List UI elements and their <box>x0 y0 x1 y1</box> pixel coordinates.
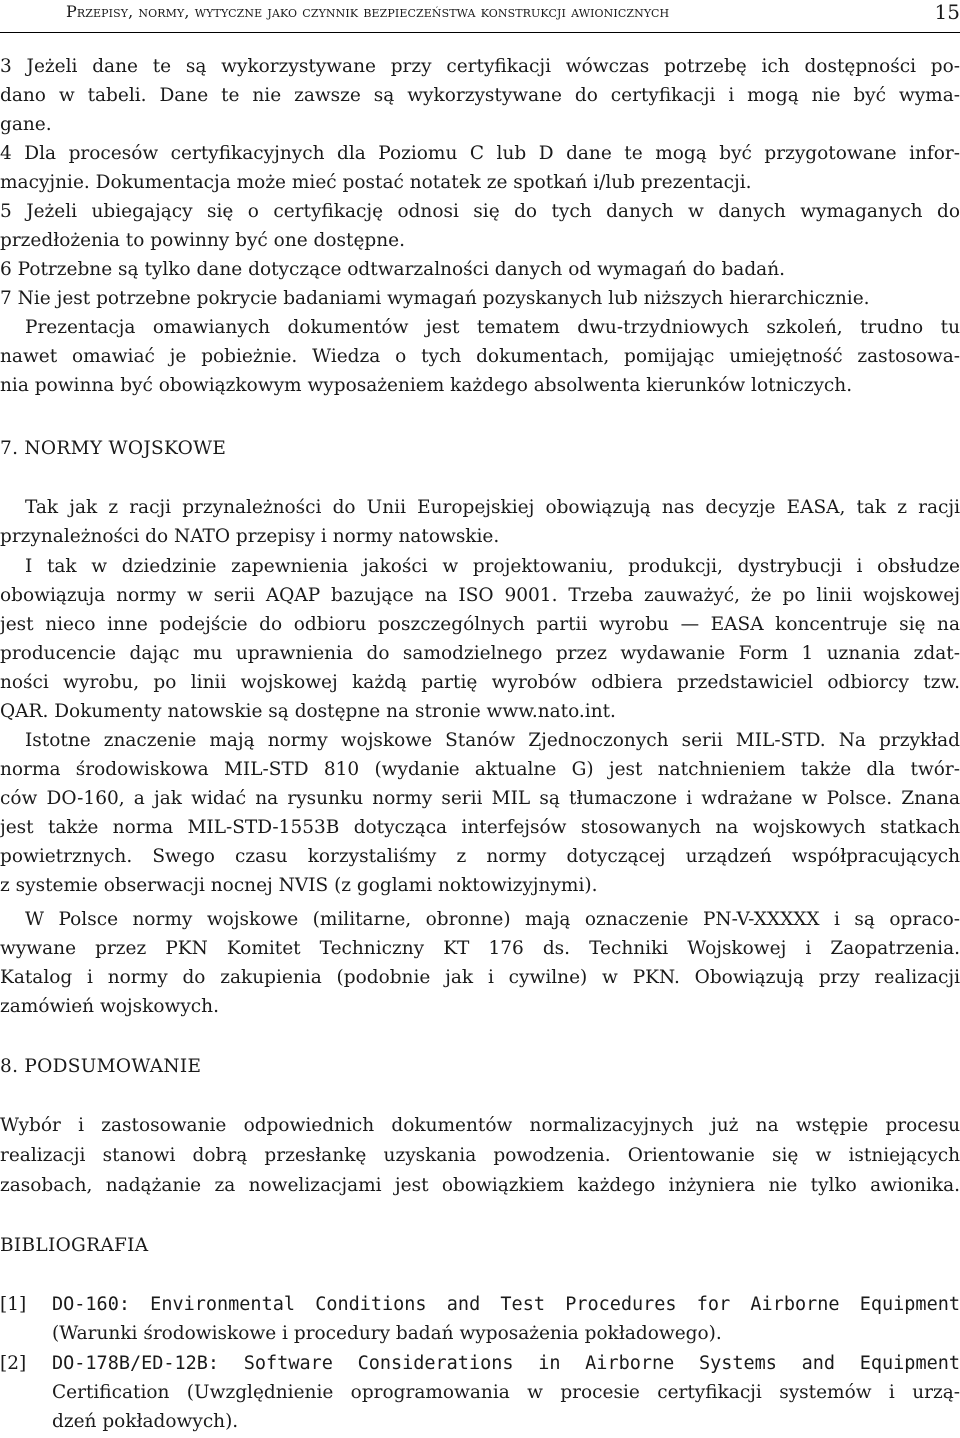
paragraph-line: norma środowiskowa MIL-STD 810 (wydanie aktualne G) jest natchnieniem także dla twór- <box>0 759 960 780</box>
paragraph-line: ności wyrobu, po linii wojskowej każdą partię wyrobów odbiera przedstawiciel odbiorcy tzw. <box>0 672 960 693</box>
note-7: 7 Nie jest potrzebne pokrycie badaniami wymagań pozyskanych lub niższych hierarchicznie. <box>0 288 870 309</box>
paragraph-line: powietrznych. Swego czasu korzystaliśmy z normy dotyczącej urządzeń współpracujących <box>0 846 960 867</box>
note-5-line-1: 5 Jeżeli ubiegający się o certyfikację odnosi się do tych danych w danych wymaganych do <box>0 201 960 222</box>
note-4-line-2: macyjnie. Dokumentacja może mieć postać notatek ze spotkań i/lub prezentacji. <box>0 172 752 193</box>
reference-2-translation: Certification (Uwzględnienie oprogramowania w procesie certyfikacji systemów i urzą- <box>52 1382 960 1403</box>
reference-number: [1] <box>0 1294 27 1315</box>
header-title: Przepisy, normy, wytyczne jako czynnik bezpieczeństwa konstrukcji awionicznych <box>66 2 670 21</box>
paragraph-line: Istotne znaczenie mają normy wojskowe Stanów Zjednoczonych serii MIL-STD. Na przykład <box>25 730 960 751</box>
paragraph-line: zasobach, nadążanie za nowelizacjami jest obowiązkiem każdego inżyniera nie tylko awionika. <box>0 1175 960 1196</box>
paragraph-line: I tak w dziedzinie zapewnienia jakości w projektowaniu, produkcji, dystrybucji i obsłudze <box>25 556 960 577</box>
paragraph-line: Tak jak z racji przynależności do Unii Europejskiej obowiązują nas decyzje EASA, tak z racji <box>25 497 960 518</box>
running-header <box>0 0 960 33</box>
paragraph-line: z systemie obserwacji nocnej NVIS (z goglami noktowizyjnymi). <box>0 875 598 896</box>
reference-2-title: DO-178B/ED-12B: Software Considerations in Airborne Systems and Equipment <box>52 1353 960 1374</box>
note-4-line-1: 4 Dla procesów certyfikacyjnych dla Poziomu C lub D dane te mogą być przygotowane infor- <box>0 143 960 164</box>
paragraph-line: realizacji stanowi dobrą przesłankę uzyskania powodzenia. Orientowanie się w istniejących <box>0 1145 960 1166</box>
section-heading-8: 8. PODSUMOWANIE <box>0 1056 202 1077</box>
bibliography-heading: BIBLIOGRAFIA <box>0 1235 149 1256</box>
paragraph-line: jest nieco inne podejście do odbioru poszczególnych partii wyrobu — EASA koncentruje się na <box>0 614 960 635</box>
note-3-line-2: dano w tabeli. Dane te nie zawsze są wykorzystywane do certyfikacji i mogą nie być wyma- <box>0 85 960 106</box>
paragraph-line: wywane przez PKN Komitet Techniczny KT 176 ds. Techniki Wojskowej i Zaopatrzenia. <box>0 938 960 959</box>
paragraph-line: producencie dając mu uprawnienia do samodzielnego przez wydawanie Form 1 uznania zdat- <box>0 643 960 664</box>
reference-1-translation: (Warunki środowiskowe i procedury badań wyposażenia pokładowego). <box>52 1323 722 1344</box>
paragraph-line: jest także norma MIL-STD-1553B dotycząca interfejsów stosowanych na wojskowych statkach <box>0 817 960 838</box>
paragraph-line: nia powinna być obowiązkowym wyposażeniem każdego absolwenta kierunków lotniczych. <box>0 375 853 396</box>
note-3-line-1: 3 Jeżeli dane te są wykorzystywane przy certyfikacji wówczas potrzebę ich dostępności po- <box>0 56 960 77</box>
reference-number: [2] <box>0 1353 27 1374</box>
reference-2-translation: dzeń pokładowych). <box>52 1411 239 1432</box>
paragraph-line: ców DO-160, a jak widać na rysunku normy serii MIL są tłumaczone i wdrażane w Polsce. Znana <box>0 788 960 809</box>
note-3-line-3: gane. <box>0 114 52 135</box>
paragraph-line: QAR. Dokumenty natowskie są dostępne na stronie www.nato.int. <box>0 701 616 722</box>
page-number: 15 <box>934 0 960 24</box>
section-heading-7: 7. NORMY WOJSKOWE <box>0 438 227 459</box>
note-5-line-2: przedłożenia to powinny być one dostępne. <box>0 230 406 251</box>
paragraph-line: zamówień wojskowych. <box>0 996 219 1017</box>
paragraph-line: Wybór i zastosowanie odpowiednich dokumentów normalizacyjnych już na wstępie procesu <box>0 1115 960 1136</box>
paragraph-line: W Polsce normy wojskowe (militarne, obronne) mają oznaczenie PN-V-XXXXX i są opraco- <box>25 909 960 930</box>
reference-1-title: DO-160: Environmental Conditions and Test Procedures for Airborne Equipment <box>52 1294 960 1315</box>
paragraph-line: obowiązuja normy w serii AQAP bazujące na ISO 9001. Trzeba zauważyć, że po linii wojskowej <box>0 585 960 606</box>
note-6: 6 Potrzebne są tylko dane dotyczące odtwarzalności danych od wymagań do badań. <box>0 259 785 280</box>
paragraph-line: nawet omawiać je pobieżnie. Wiedza o tych dokumentach, pomijając umiejętność zastosowa- <box>0 346 960 367</box>
paragraph-line: Prezentacja omawianych dokumentów jest tematem dwu-trzydniowych szkoleń, trudno tu <box>25 317 960 338</box>
paragraph-line: przynależności do NATO przepisy i normy natowskie. <box>0 526 500 547</box>
paragraph-line: Katalog i normy do zakupienia (podobnie jak i cywilne) w PKN. Obowiązują przy realizacji <box>0 967 960 988</box>
